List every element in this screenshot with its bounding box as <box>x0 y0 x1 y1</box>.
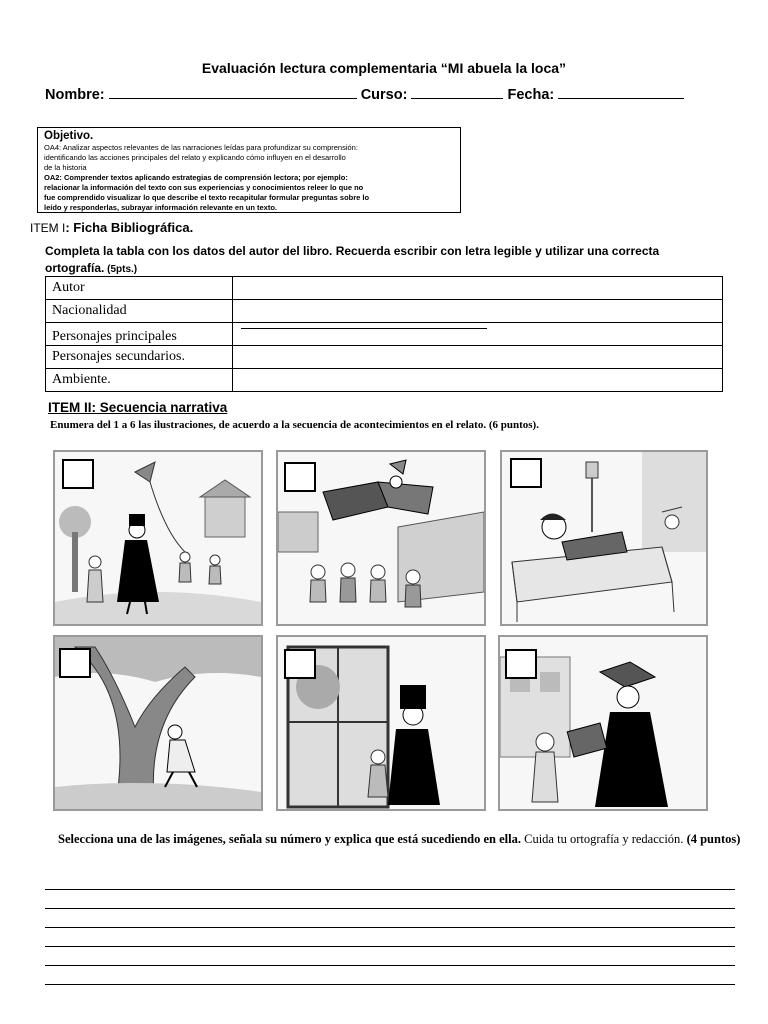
illustration-grandmother-at-window <box>276 635 486 811</box>
autor-answer-cell[interactable] <box>233 277 723 300</box>
item1-points: (5pts.) <box>104 264 138 275</box>
objective-line: identificando las acciones principales del relato y explicando cómo influyen en el desarrollo <box>44 153 346 162</box>
item1-heading <box>30 220 193 235</box>
table-row-label: Autor <box>46 277 233 300</box>
sequence-number-box[interactable] <box>284 649 316 679</box>
item1-instruction <box>45 243 685 278</box>
ficha-table <box>45 276 723 392</box>
objective-line: fue comprendido visualizar lo que describe el texto recapitular formular preguntas sobre lo <box>44 193 370 202</box>
ambiente-answer-cell[interactable] <box>233 369 723 392</box>
objective-line: de la historia <box>44 163 87 172</box>
item3-note: Cuida tu ortografía y redacción. <box>520 832 684 846</box>
sequence-number-box[interactable] <box>284 462 316 492</box>
answer-line[interactable] <box>45 889 735 890</box>
personajes-secundarios-answer-cell[interactable] <box>233 346 723 369</box>
answer-line[interactable] <box>45 946 735 947</box>
objective-box <box>37 127 461 213</box>
illustration-grandmother-with-kite <box>53 450 263 626</box>
objective-line: OA4: Analizar aspectos relevantes de las narraciones leídas para profundizar su comprensión: <box>44 143 358 152</box>
illustration-grandmother-in-hospital-bed <box>500 450 708 626</box>
answer-line[interactable] <box>45 927 735 928</box>
item1-prefix: ITEM I <box>30 221 66 235</box>
curso-field[interactable] <box>411 86 503 99</box>
table-row <box>46 323 723 346</box>
objective-title: Objetivo. <box>44 130 94 142</box>
answer-line[interactable] <box>45 984 735 985</box>
illustration-flying-book-over-children <box>276 450 486 626</box>
answer-line[interactable] <box>45 965 735 966</box>
sequence-number-box[interactable] <box>510 458 542 488</box>
table-row <box>46 369 723 392</box>
personajes-principales-answer-cell[interactable] <box>233 323 723 346</box>
item1-title: : Ficha Bibliográfica. <box>65 220 194 235</box>
answer-line[interactable] <box>45 908 735 909</box>
item3-instruction-text: Selecciona una de las imágenes, señala su número y explica que está sucediendo en ella. <box>58 832 521 846</box>
fecha-field[interactable] <box>558 86 684 99</box>
item2-heading: ITEM II: Secuencia narrativa <box>48 400 228 415</box>
item3-instruction <box>58 830 748 849</box>
page-title: Evaluación lectura complementaria “MI abuela la loca” <box>201 60 567 76</box>
table-row-label: Ambiente. <box>46 369 233 392</box>
illustration-person-under-tree <box>53 635 263 811</box>
illustration-grandmother-giving-book <box>498 635 708 811</box>
nombre-label: Nombre: <box>45 87 105 103</box>
student-info-line <box>45 86 684 103</box>
table-row-label: Nacionalidad <box>46 300 233 323</box>
item2-instruction: Enumera del 1 a 6 las ilustraciones, de acuerdo a la secuencia de acontecimientos en el relato. (6 puntos). <box>50 419 539 431</box>
nombre-field[interactable] <box>109 86 357 99</box>
fecha-label: Fecha: <box>507 87 555 103</box>
objective-line: leído y responderlas, subrayar información relevante en un texto. <box>44 203 277 212</box>
writing-line <box>241 328 487 329</box>
sequence-number-box[interactable] <box>505 649 537 679</box>
table-row <box>46 277 723 300</box>
item3-points: (4 puntos) <box>683 832 741 846</box>
table-row <box>46 300 723 323</box>
sequence-number-box[interactable] <box>62 459 94 489</box>
table-row <box>46 346 723 369</box>
objective-line: relacionar la información del texto con sus experiencias y conocimientos releer lo que no <box>44 183 364 192</box>
curso-label: Curso: <box>360 87 408 103</box>
table-row-label: Personajes secundarios. <box>46 346 233 369</box>
nacionalidad-answer-cell[interactable] <box>233 300 723 323</box>
objective-line: OA2: Comprender textos aplicando estrategias de comprensión lectora; por ejemplo: <box>44 173 348 182</box>
item1-instruction-text: Completa la tabla con los datos del autor del libro. Recuerda escribir con letra legible y utilizar una correcta ortografía. <box>45 244 660 275</box>
sequence-number-box[interactable] <box>59 648 91 678</box>
table-row-label: Personajes principales <box>46 323 233 346</box>
